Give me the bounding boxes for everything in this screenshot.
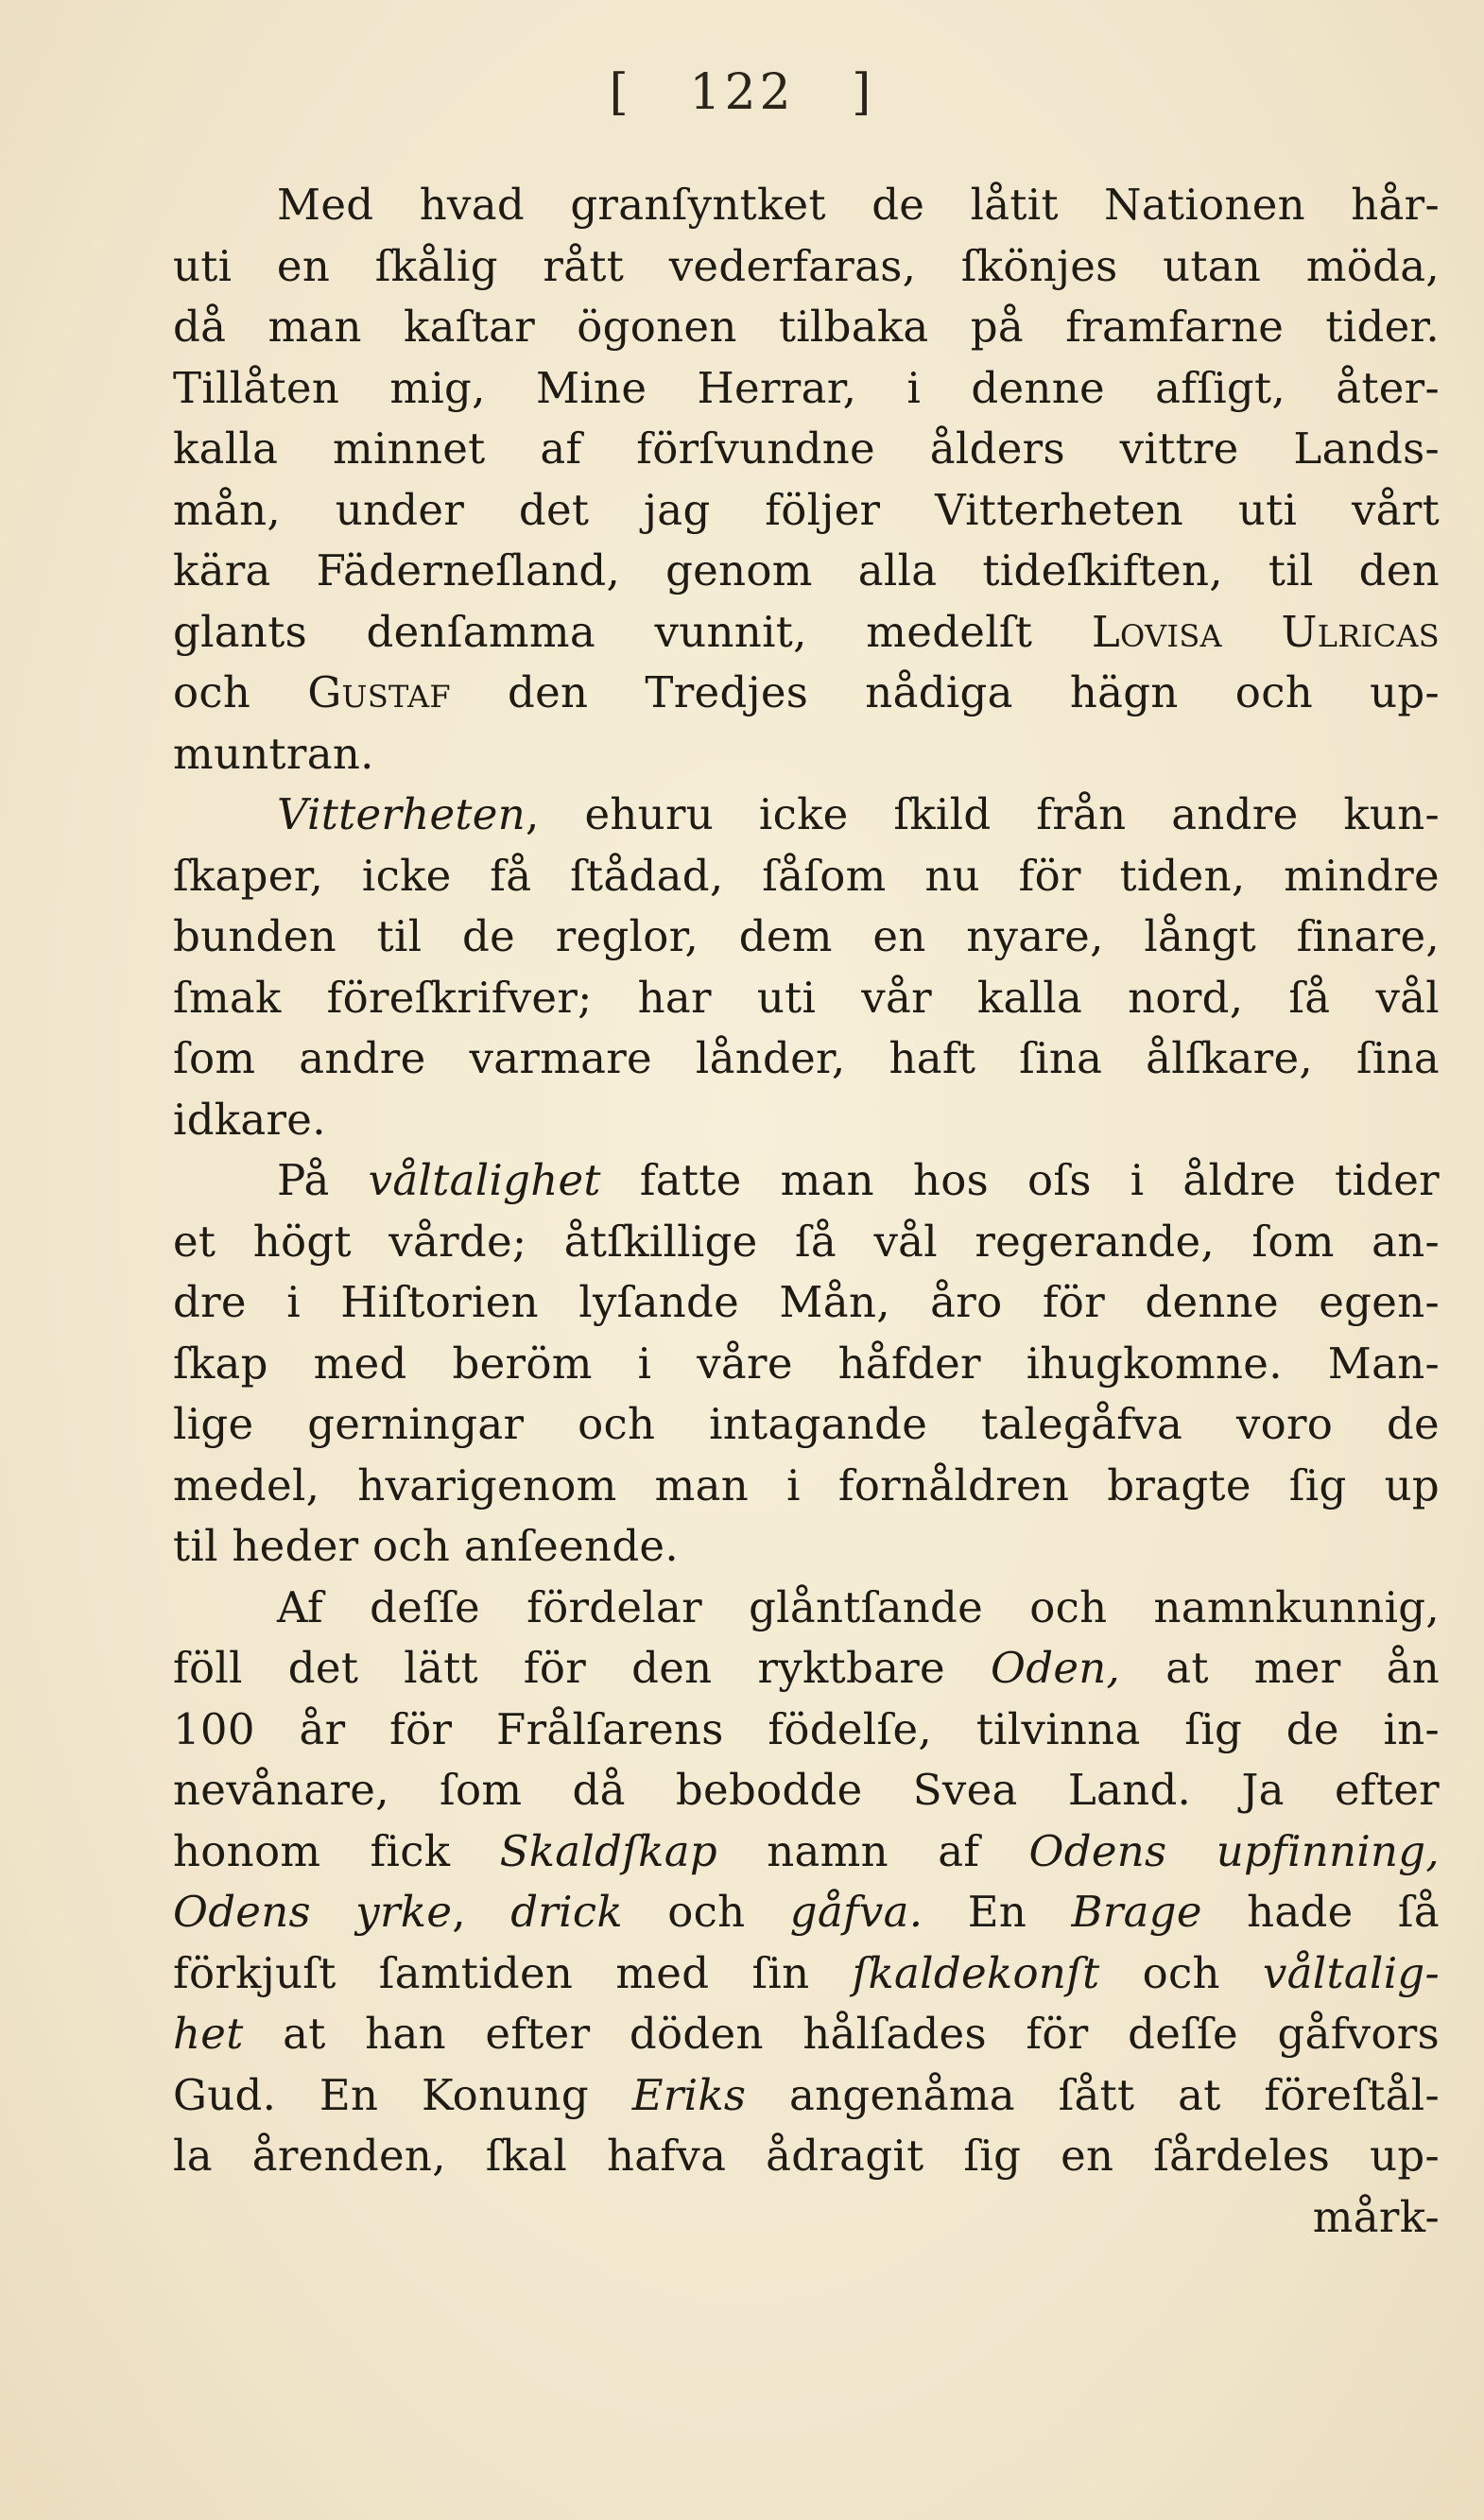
text-line: förkjuſt ſamtiden med ſin ſkaldekonſt och våltalig- xyxy=(173,1947,1440,1998)
text-line: Tillåten mig, Mine Herrar, i denne afſigt, åter- xyxy=(173,362,1440,413)
text-line: 100 år för Frålſarens födelſe, tilvinna ſig de in- xyxy=(173,1703,1440,1754)
text-line: til heder och anſeende. xyxy=(173,1521,679,1571)
text-line: kalla minnet af förſvundne ålders vittre Lands- xyxy=(173,423,1440,474)
text-line: medel, hvarigenom man i fornåldren bragte ſig up xyxy=(173,1459,1440,1510)
bracket-open: [ xyxy=(609,64,632,121)
page-number: 122 xyxy=(689,64,795,121)
text-line: och Gustaf den Tredjes nådiga hägn och up- xyxy=(173,667,1440,717)
text-line: honom fick Skaldſkap namn af Odens upfinning, xyxy=(173,1825,1440,1876)
text-line: bunden til de reglor, dem en nyare, långt finare, xyxy=(173,911,1440,961)
text-line: Odens yrke, drick och gåfva. En Brage hade ſå xyxy=(173,1887,1440,1937)
page-header xyxy=(0,64,1484,121)
text-line: ſom andre varmare lånder, haft ſina ålſkare, ſina xyxy=(173,1033,1440,1083)
name-gustaf: Gustaf xyxy=(307,667,451,717)
text-line: Af deſſe fördelar glåntſande och namnkunnig, xyxy=(277,1581,1440,1632)
text-line: lige gerningar och intagande talegåfva voro de xyxy=(173,1399,1440,1449)
body-text xyxy=(173,175,1440,2248)
text-line: då man kaſtar ögonen tilbaka på framfarne tider. xyxy=(173,302,1440,352)
catchword: mårk- xyxy=(1312,2191,1440,2242)
text-line: uti en ſkålig rått vederfaras, ſkönjes utan möda, xyxy=(173,240,1440,291)
text-line: Gud. En Konung Eriks angenåma ſått at föreſtål- xyxy=(173,2069,1440,2120)
text-line: ſmak föreſkrifver; har uti vår kalla nord, ſå vål xyxy=(173,972,1440,1023)
text-line: het at han efter döden hålſades för deſſe gåfvors xyxy=(173,2009,1440,2059)
text-line: et högt vårde; åtſkillige ſå vål regerande, ſom an- xyxy=(173,1216,1440,1267)
text-line: På våltalighet fatte man hos oſs i åldre tider xyxy=(277,1155,1440,1205)
text-line: mån, under det jag följer Vitterheten uti vårt xyxy=(173,484,1440,535)
text-line: la årenden, ſkal hafva ådragit ſig en ſårdeles up- xyxy=(173,2131,1440,2181)
text-line: ſkap med beröm i våre håfder ihugkomne. Man- xyxy=(173,1338,1440,1389)
text-line: föll det lätt för den ryktbare Oden, at mer ån xyxy=(173,1643,1440,1693)
text-line: Med hvad granſyntket de låtit Nationen hår- xyxy=(277,180,1440,230)
text-line: dre i Hiſtorien lyſande Mån, åro för denne egen- xyxy=(173,1277,1440,1327)
bracket-close: ] xyxy=(852,64,875,121)
text-line: glants denſamma vunnit, medelſt Lovisa Ulricas xyxy=(173,606,1440,657)
name-lovisa-ulrica: Lovisa Ulricas xyxy=(1091,606,1440,657)
text-line: muntran. xyxy=(173,728,374,779)
text-line: kära Fäderneſland, genom alla tideſkiften, til den xyxy=(173,545,1440,595)
text-line: idkare. xyxy=(173,1094,326,1145)
text-line: nevånare, ſom då bebodde Svea Land. Ja efter xyxy=(173,1765,1440,1815)
text-line: ſkaper, icke få ſtådad, ſåſom nu för tiden, mindre xyxy=(173,850,1440,901)
text-line: Vitterheten, ehuru icke ſkild från andre kun- xyxy=(277,789,1440,839)
